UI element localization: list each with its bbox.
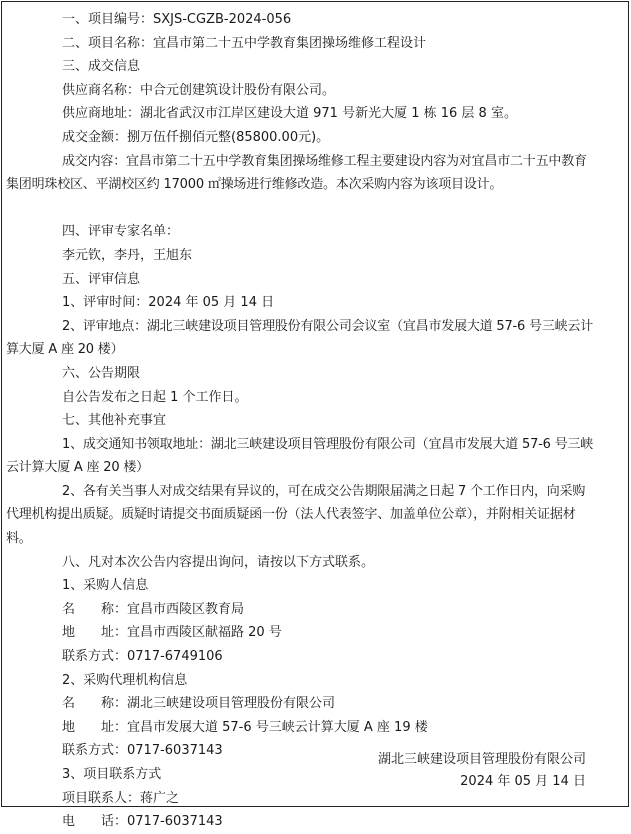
agency-phone: 联系方式：0717-6037143 bbox=[62, 743, 223, 759]
supplier-address: 供应商地址：湖北省武汉市江岸区建设大道 971 号新光大厦 1 栋 16 层 8 室。 bbox=[62, 106, 517, 122]
purchaser-phone: 联系方式：0717-6749106 bbox=[62, 649, 223, 665]
signature-organization: 湖北三峡建设项目管理股份有限公司 bbox=[377, 752, 586, 767]
agency-heading: 2、采购代理机构信息 bbox=[62, 672, 188, 688]
project-contact-person: 项目联系人：蒋广之 bbox=[62, 790, 180, 806]
agency-address: 地 址：宜昌市发展大道 57-6 号三峡云计算大厦 A 座 19 楼 bbox=[62, 719, 428, 735]
deal-amount: 成交金额：捌万伍仟捌佰元整(85800.00元)。 bbox=[62, 129, 330, 145]
purchaser-name: 名 称：宜昌市西陵区教育局 bbox=[62, 601, 245, 617]
notice-period: 自公告发布之日起 1 个工作日。 bbox=[62, 389, 248, 405]
project-name: 二、项目名称：宜昌市第二十五中学教育集团操场维修工程设计 bbox=[62, 35, 427, 51]
review-heading: 五、评审信息 bbox=[62, 271, 141, 287]
other-item-1: 1、成交通知书领取地址：湖北三峡建设项目管理股份有限公司（宜昌市发展大道 57-6 号三峡云计算大厦 A 座 20 楼） bbox=[6, 436, 594, 476]
notice-period-heading: 六、公告期限 bbox=[62, 365, 141, 381]
review-place: 2、评审地点：湖北三峡建设项目管理股份有限公司会议室（宜昌市发展大道 57-6 号三峡云计算大厦 A 座 20 楼） bbox=[6, 318, 594, 358]
project-contact-phone: 电 话：0717-6037143 bbox=[62, 814, 223, 830]
purchaser-address: 地 址：宜昌市西陵区献福路 20 号 bbox=[62, 625, 282, 641]
deal-content: 成交内容：宜昌市第二十五中学教育集团操场维修工程主要建设内容为对宜昌市二十五中教育集团明珠校区、平湖校区约 17000 ㎡操场进行维修改造。本次采购内容为该项目设计。 bbox=[6, 153, 587, 193]
review-time: 1、评审时间：2024 年 05 月 14 日 bbox=[62, 295, 275, 311]
project-contact-heading: 3、项目联系方式 bbox=[62, 767, 162, 783]
purchaser-heading: 1、采购人信息 bbox=[62, 578, 149, 594]
supplier-name: 供应商名称：中合元创建筑设计股份有限公司。 bbox=[62, 82, 336, 98]
agency-name: 名 称：湖北三峡建设项目管理股份有限公司 bbox=[62, 696, 336, 712]
project-number: 一、项目编号：SXJS-CGZB-2024-056 bbox=[62, 12, 292, 27]
deal-info-heading: 三、成交信息 bbox=[62, 59, 141, 75]
experts-heading: 四、评审专家名单： bbox=[62, 224, 180, 240]
signature-date: 2024 年 05 月 14 日 bbox=[460, 774, 586, 789]
other-item-2: 2、各有关当事人对成交结果有异议的，可在成交公告期限届满之日起 7 个工作日内，向采购代理机构提出质疑。质疑时请提交书面质疑函一份（法人代表签字、加盖单位公章），并附相关证据材料。 bbox=[6, 483, 586, 547]
other-heading: 七、其他补充事宜 bbox=[62, 413, 167, 429]
announcement-body bbox=[6, 8, 594, 834]
contact-heading: 八、凡对本次公告内容提出询问，请按以下方式联系。 bbox=[62, 554, 375, 570]
experts-list: 李元钦，李丹，王旭东 bbox=[62, 247, 193, 263]
